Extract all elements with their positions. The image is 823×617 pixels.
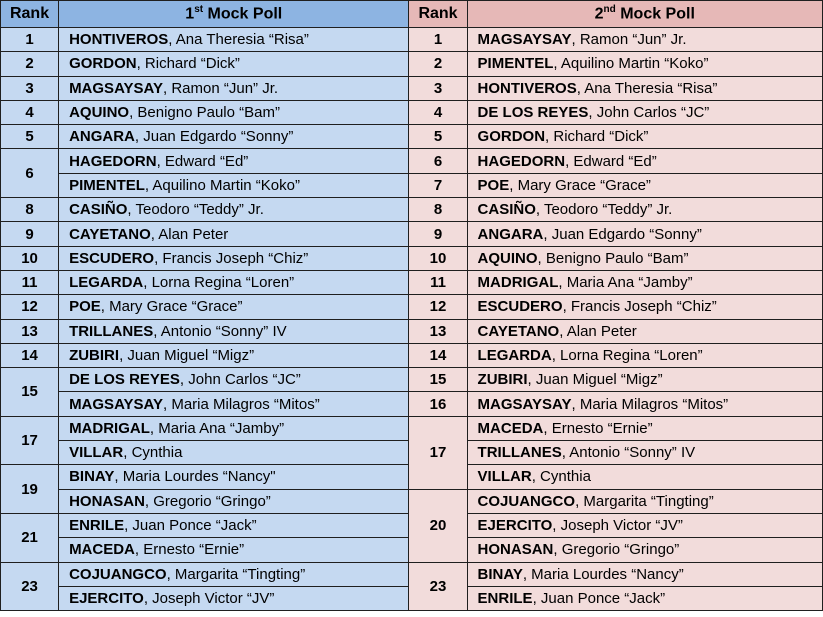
candidate-surname: MAGSAYSAY xyxy=(69,79,163,97)
candidate-given-name: , Lorna Regina “Loren” xyxy=(143,274,295,292)
candidate-surname: ENRILE xyxy=(477,589,533,607)
candidate-given-name: , Juan Edgardo “Sonny” xyxy=(134,128,294,146)
poll2-name-cell xyxy=(467,100,822,124)
candidate-surname: CAYETANO xyxy=(477,322,560,340)
poll1-name-cell xyxy=(59,538,409,562)
candidate-given-name: , Gregorio “Gringo” xyxy=(553,541,680,559)
table-row xyxy=(1,246,823,270)
table-row xyxy=(1,343,823,367)
table-row xyxy=(1,100,823,124)
poll2-name-cell xyxy=(467,295,822,319)
poll2-rank-cell: 2 xyxy=(409,52,467,76)
candidate-surname: ANGARA xyxy=(69,128,135,146)
candidate-surname: GORDON xyxy=(477,128,546,146)
candidate-surname: PIMENTEL xyxy=(69,176,145,194)
poll2-name-cell xyxy=(467,246,822,270)
candidate-surname: MAGSAYSAY xyxy=(69,395,163,413)
poll1-header: 1st Mock Poll xyxy=(59,1,409,28)
candidate-surname: MAGSAYSAY xyxy=(477,395,572,413)
poll2-name-cell xyxy=(467,28,822,52)
candidate-given-name: , Maria Ana “Jamby” xyxy=(558,274,693,292)
candidate-given-name: , Margarita “Tingting” xyxy=(575,492,714,510)
candidate-surname: LEGARDA xyxy=(477,347,552,364)
table-row xyxy=(1,416,823,440)
poll2-rank-cell: 9 xyxy=(409,222,467,246)
poll2-rank-cell: 4 xyxy=(409,100,467,124)
poll1-rank-cell: 8 xyxy=(1,198,59,222)
table-row xyxy=(1,562,823,586)
poll1-name-cell xyxy=(59,149,409,173)
table-row xyxy=(1,76,823,100)
poll1-rank-cell: 10 xyxy=(1,246,59,270)
candidate-given-name: , Edward “Ed” xyxy=(565,152,657,170)
poll1-name-cell xyxy=(59,343,409,367)
candidate-given-name: , Maria Milagros “Mitos” xyxy=(163,395,320,413)
candidate-surname: PIMENTEL xyxy=(477,55,554,73)
poll1-name-cell xyxy=(59,76,409,100)
poll1-rank-cell: 14 xyxy=(1,343,59,367)
candidate-surname: HAGEDORN xyxy=(477,152,566,170)
candidate-surname: POE xyxy=(477,176,510,194)
poll1-name-cell xyxy=(59,52,409,76)
candidate-surname: LEGARDA xyxy=(69,274,144,292)
table-row xyxy=(1,52,823,76)
poll2-name-cell xyxy=(467,125,822,149)
candidate-given-name: , John Carlos “JC” xyxy=(179,371,301,389)
poll2-rank-cell: 23 xyxy=(409,562,467,611)
poll1-rank-cell: 13 xyxy=(1,319,59,343)
candidate-given-name: , Maria Lourdes “Nancy" xyxy=(114,468,276,486)
poll2-name-cell xyxy=(467,76,822,100)
candidate-given-name: , Benigno Paulo “Bam” xyxy=(537,249,689,267)
candidate-given-name: , Ernesto “Ernie” xyxy=(134,541,245,559)
candidate-surname: DE LOS REYES xyxy=(477,104,589,122)
candidate-given-name: , Cynthia xyxy=(531,468,591,486)
candidate-surname: ENRILE xyxy=(69,517,125,535)
poll2-rank-cell: 7 xyxy=(409,173,467,197)
table-row xyxy=(1,173,823,197)
candidate-given-name: , Benigno Paulo “Bam” xyxy=(129,104,280,122)
poll1-name-cell xyxy=(59,246,409,270)
poll2-rank-cell: 17 xyxy=(409,416,467,489)
candidate-given-name: , Ramon “Jun” Jr. xyxy=(163,79,279,97)
candidate-given-name: , Juan Miguel “Migz” xyxy=(527,371,663,389)
poll2-rank-cell: 12 xyxy=(409,295,467,319)
candidate-surname: MADRIGAL xyxy=(477,274,559,292)
poll2-rank-cell: 1 xyxy=(409,28,467,52)
table-row xyxy=(1,270,823,294)
poll2-name-cell xyxy=(467,538,822,562)
poll2-rank-cell: 16 xyxy=(409,392,467,416)
poll1-rank-cell: 11 xyxy=(1,270,59,294)
poll1-rank-cell: 5 xyxy=(1,125,59,149)
candidate-surname: DE LOS REYES xyxy=(69,371,180,389)
poll2-name-cell xyxy=(467,465,822,489)
rank-header-1: Rank xyxy=(1,1,59,28)
candidate-surname: COJUANGCO xyxy=(69,565,167,583)
table-row xyxy=(1,149,823,173)
candidate-surname: ESCUDERO xyxy=(477,298,563,316)
candidate-surname: HONASAN xyxy=(69,492,145,510)
poll2-name-cell xyxy=(467,173,822,197)
candidate-given-name: , Ana Theresia “Risa” xyxy=(576,79,718,97)
candidate-surname: HONASAN xyxy=(477,541,554,559)
poll2-rank-cell: 10 xyxy=(409,246,467,270)
candidate-given-name: , Lorna Regina “Loren” xyxy=(551,347,703,364)
candidate-surname: MACEDA xyxy=(69,541,135,559)
poll2-name-cell xyxy=(467,392,822,416)
poll2-rank-cell: 8 xyxy=(409,198,467,222)
table-row xyxy=(1,125,823,149)
candidate-given-name: , Antonio “Sonny” IV xyxy=(561,444,696,462)
poll2-rank-cell: 6 xyxy=(409,149,467,173)
table-row xyxy=(1,489,823,513)
candidate-surname: COJUANGCO xyxy=(477,492,576,510)
poll1-rank-cell: 1 xyxy=(1,28,59,52)
candidate-given-name: , Maria Ana “Jamby” xyxy=(149,419,285,437)
candidate-surname: CASIÑO xyxy=(69,201,128,219)
poll1-name-cell xyxy=(59,392,409,416)
candidate-given-name: , Richard “Dick” xyxy=(136,55,240,73)
candidate-surname: TRILLANES xyxy=(69,322,154,340)
poll1-rank-cell: 17 xyxy=(1,416,59,465)
poll1-name-cell xyxy=(59,173,409,197)
poll1-name-cell xyxy=(59,441,409,465)
candidate-surname: EJERCITO xyxy=(69,589,144,607)
poll2-rank-cell: 13 xyxy=(409,319,467,343)
poll1-name-cell xyxy=(59,489,409,513)
candidate-surname: GORDON xyxy=(69,55,137,73)
candidate-given-name: , Teodoro “Teddy” Jr. xyxy=(127,201,264,219)
poll1-rank-cell: 2 xyxy=(1,52,59,76)
poll2-name-cell xyxy=(467,489,822,513)
poll2-name-cell xyxy=(467,368,822,392)
poll1-name-cell xyxy=(59,28,409,52)
poll2-header: 2nd Mock Poll xyxy=(467,1,822,28)
candidate-given-name: , Teodoro “Teddy” Jr. xyxy=(535,201,673,219)
table-row xyxy=(1,392,823,416)
candidate-given-name: , Ana Theresia “Risa” xyxy=(168,31,309,49)
candidate-surname: BINAY xyxy=(69,468,115,486)
candidate-given-name: , Edward “Ed” xyxy=(156,152,249,170)
poll2-name-cell xyxy=(467,441,822,465)
table-row xyxy=(1,222,823,246)
candidate-surname: ZUBIRI xyxy=(69,347,120,364)
candidate-surname: ESCUDERO xyxy=(69,249,155,267)
candidate-given-name: , Alan Peter xyxy=(559,322,637,340)
poll1-name-cell xyxy=(59,586,409,610)
poll1-rank-cell: 19 xyxy=(1,465,59,514)
poll1-rank-cell: 12 xyxy=(1,295,59,319)
candidate-given-name: , Ramon “Jun” Jr. xyxy=(571,31,687,49)
table-row xyxy=(1,319,823,343)
poll2-name-cell xyxy=(467,343,822,367)
poll2-rank-cell: 11 xyxy=(409,270,467,294)
candidate-surname: POE xyxy=(69,298,101,316)
candidate-given-name: , Aquilino Martin “Koko” xyxy=(144,176,300,194)
header-row xyxy=(1,1,823,28)
candidate-given-name: , Joseph Victor “JV” xyxy=(552,517,683,535)
poll1-name-cell xyxy=(59,562,409,586)
candidate-surname: HONTIVEROS xyxy=(477,79,577,97)
table-row xyxy=(1,295,823,319)
poll1-name-cell xyxy=(59,198,409,222)
table-row xyxy=(1,368,823,392)
candidate-given-name: , Mary Grace “Grace” xyxy=(509,176,651,194)
candidate-given-name: , Aquilino Martin “Koko” xyxy=(553,55,709,73)
candidate-given-name: , Francis Joseph “Chiz” xyxy=(154,249,309,267)
rank-header-2: Rank xyxy=(409,1,467,28)
poll2-name-cell xyxy=(467,416,822,440)
poll2-rank-cell: 3 xyxy=(409,76,467,100)
candidate-surname: BINAY xyxy=(477,565,523,583)
poll1-name-cell xyxy=(59,368,409,392)
candidate-given-name: , Juan Miguel “Migz” xyxy=(119,347,255,364)
poll1-name-cell xyxy=(59,295,409,319)
poll2-name-cell xyxy=(467,586,822,610)
poll1-name-cell xyxy=(59,100,409,124)
poll1-name-cell xyxy=(59,222,409,246)
candidate-surname: HAGEDORN xyxy=(69,152,157,170)
poll1-rank-cell: 4 xyxy=(1,100,59,124)
candidate-given-name: , Juan Edgardo “Sonny” xyxy=(543,225,702,243)
candidate-surname: CASIÑO xyxy=(477,201,536,219)
poll2-name-cell xyxy=(467,562,822,586)
table-row xyxy=(1,28,823,52)
poll1-name-cell xyxy=(59,319,409,343)
candidate-surname: AQUINO xyxy=(69,104,130,122)
poll1-name-cell xyxy=(59,513,409,537)
poll2-rank-cell: 20 xyxy=(409,489,467,562)
poll2-name-cell xyxy=(467,319,822,343)
candidate-given-name: , John Carlos “JC” xyxy=(588,104,710,122)
poll2-rank-cell: 14 xyxy=(409,343,467,367)
poll1-rank-cell: 23 xyxy=(1,562,59,611)
poll2-name-cell xyxy=(467,149,822,173)
candidate-surname: VILLAR xyxy=(69,444,124,462)
poll2-name-cell xyxy=(467,222,822,246)
candidate-surname: MAGSAYSAY xyxy=(477,31,572,49)
candidate-given-name: , Alan Peter xyxy=(150,225,229,243)
candidate-given-name: , Cynthia xyxy=(123,444,183,462)
candidate-given-name: , Richard “Dick” xyxy=(545,128,649,146)
candidate-surname: MADRIGAL xyxy=(69,419,150,437)
candidate-surname: EJERCITO xyxy=(477,517,553,535)
candidate-given-name: , Antonio “Sonny” IV xyxy=(153,322,287,340)
candidate-given-name: , Maria Milagros “Mitos” xyxy=(571,395,729,413)
poll1-rank-cell: 21 xyxy=(1,513,59,562)
candidate-given-name: , Maria Lourdes “Nancy” xyxy=(522,565,684,583)
poll2-name-cell xyxy=(467,198,822,222)
candidate-surname: TRILLANES xyxy=(477,444,562,462)
candidate-given-name: , Francis Joseph “Chiz” xyxy=(562,298,717,316)
candidate-surname: CAYETANO xyxy=(69,225,151,243)
table-row xyxy=(1,198,823,222)
poll1-rank-cell: 9 xyxy=(1,222,59,246)
candidate-given-name: , Margarita “Tingting” xyxy=(166,565,306,583)
candidate-given-name: , Juan Ponce “Jack” xyxy=(124,517,257,535)
candidate-surname: ZUBIRI xyxy=(477,371,528,389)
candidate-surname: ANGARA xyxy=(477,225,544,243)
candidate-surname: AQUINO xyxy=(477,249,538,267)
candidate-surname: VILLAR xyxy=(477,468,532,486)
poll2-name-cell xyxy=(467,270,822,294)
candidate-given-name: , Mary Grace “Grace” xyxy=(100,298,243,316)
candidate-given-name: , Gregorio “Gringo” xyxy=(144,492,271,510)
poll1-name-cell xyxy=(59,270,409,294)
poll1-name-cell xyxy=(59,416,409,440)
poll1-rank-cell: 15 xyxy=(1,368,59,417)
candidate-surname: MACEDA xyxy=(477,419,544,437)
poll2-name-cell xyxy=(467,513,822,537)
poll1-rank-cell: 6 xyxy=(1,149,59,198)
candidate-surname: HONTIVEROS xyxy=(69,31,169,49)
poll1-name-cell xyxy=(59,125,409,149)
poll2-rank-cell: 5 xyxy=(409,125,467,149)
candidate-given-name: , Juan Ponce “Jack” xyxy=(532,589,666,607)
poll2-name-cell xyxy=(467,52,822,76)
candidate-given-name: , Joseph Victor “JV” xyxy=(143,589,275,607)
poll2-rank-cell: 15 xyxy=(409,368,467,392)
candidate-given-name: , Ernesto “Ernie” xyxy=(543,419,653,437)
poll1-rank-cell: 3 xyxy=(1,76,59,100)
poll1-name-cell xyxy=(59,465,409,489)
